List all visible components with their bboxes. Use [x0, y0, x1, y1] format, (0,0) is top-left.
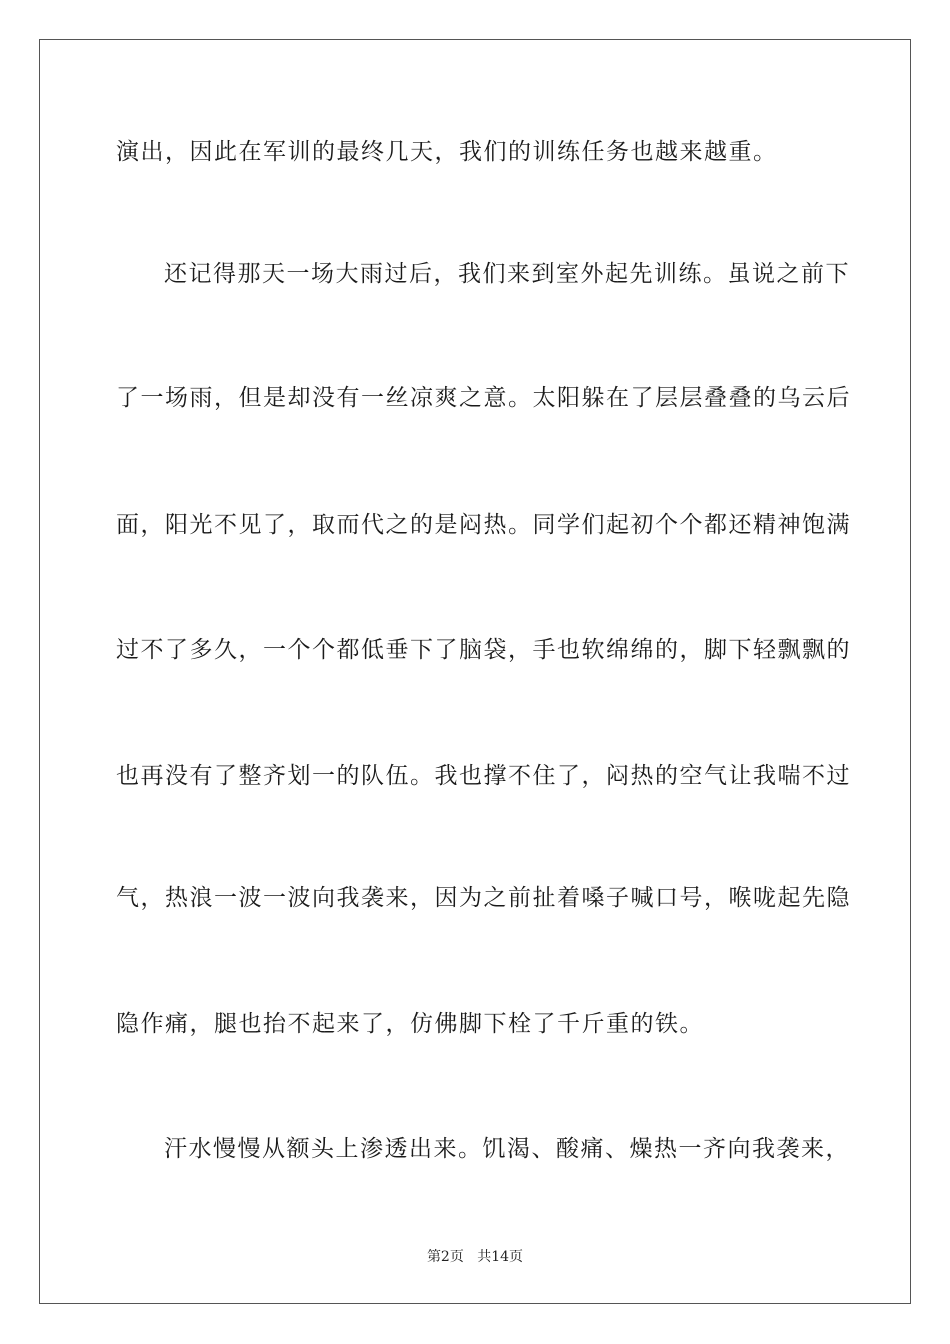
body-text-line: 也再没有了整齐划一的队伍。我也撑不住了，闷热的空气让我喘不过 — [116, 763, 851, 789]
paragraph-first-line: 还记得那天一场大雨过后，我们来到室外起先训练。虽说之前下 — [164, 261, 850, 287]
body-text-line: 隐作痛，腿也抬不起来了，仿佛脚下栓了千斤重的铁。 — [116, 1011, 704, 1037]
body-text-line: 演出，因此在军训的最终几天，我们的训练任务也越来越重。 — [116, 139, 778, 165]
body-text-line: 了一场雨，但是却没有一丝凉爽之意。太阳躲在了层层叠叠的乌云后 — [116, 385, 851, 411]
page-border — [39, 39, 911, 1304]
body-text-line: 气，热浪一波一波向我袭来，因为之前扯着嗓子喊口号，喉咙起先隐 — [116, 885, 851, 911]
total-pages: 共14页 — [477, 1249, 524, 1265]
paragraph-first-line: 汗水慢慢从额头上渗透出来。饥渴、酸痛、燥热一齐向我袭来， — [164, 1136, 850, 1162]
body-text-line: 过不了多久，一个个都低垂下了脑袋，手也软绵绵的，脚下轻飘飘的 — [116, 637, 851, 663]
page-number: 第2页 — [426, 1249, 464, 1265]
page-footer — [0, 1248, 950, 1266]
body-text-line: 面，阳光不见了，取而代之的是闷热。同学们起初个个都还精神饱满 — [116, 512, 851, 538]
